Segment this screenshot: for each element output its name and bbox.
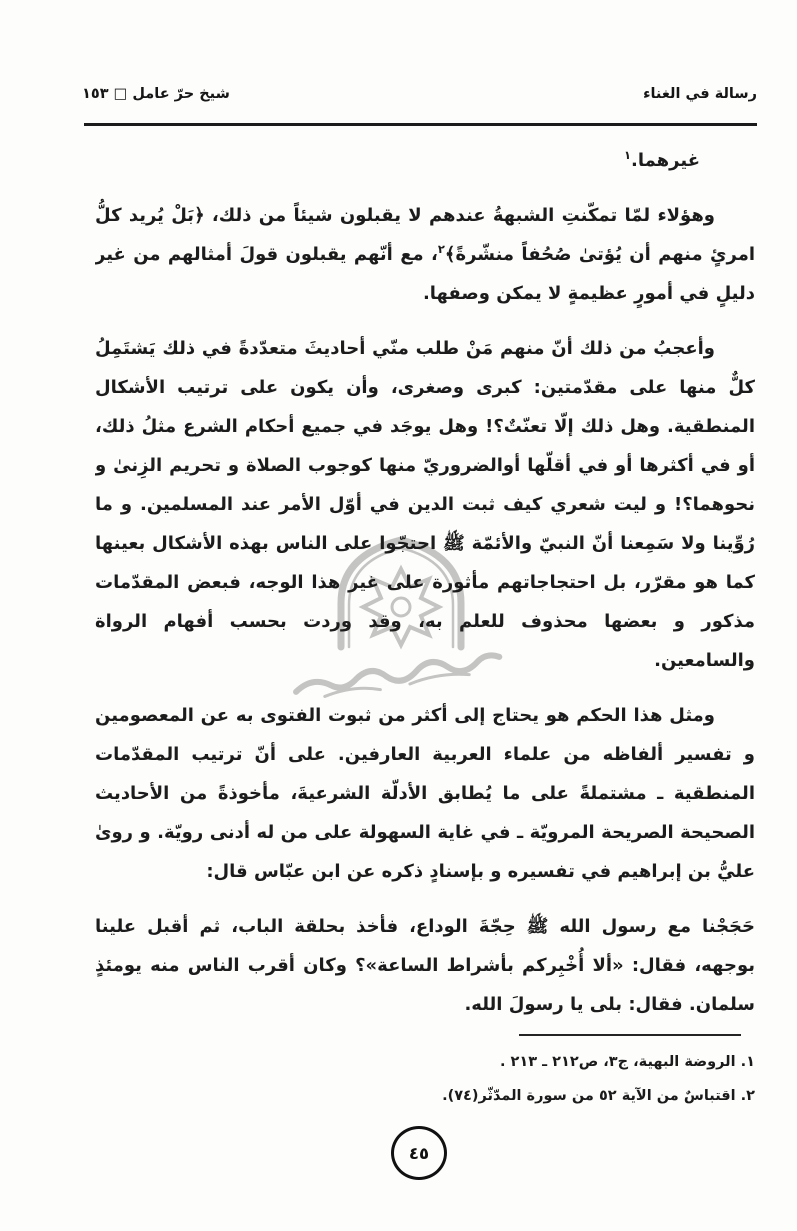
footnotes-area [95, 1034, 755, 1113]
paragraph-text: وهؤلاء لمّا تمكّنتِ الشبهةُ عندهم لا يقبلون شيئاً من ذلك، ﴿بَلْ يُريد كلُّ امرئٍ منهم أن يُؤتىٰ صُحُفاً منشّرةً﴾ [95, 205, 755, 265]
paragraph-hukm: ومثل هذا الحكم هو يحتاج إلى أكثر من ثبوت الفتوى به عن المعصومين و تفسير ألفاظه من علماء العربية العارفين. على أنّ ترتيب المقدّمات المنطقية ـ مشتملةً على ما يُطابق الأدلّة الشرعيةَ، مأخوذةً من الأحاديث الصحيحة الصريحة المرويّة ـ في غاية السهولة على من له أدنى رويّة. و روىٰ عليُّ بن إبراهيم في تفسيره و بإسنادٍ ذكره عن ابن عبّاس قال: [95, 705, 755, 882]
footnote-separator-rule [519, 1034, 741, 1036]
book-title-header: رسالة في الغناء [643, 86, 757, 102]
footnote-item: ١. الروضة البهية، ج٣، ص٢١٢ ـ ٢١٣ . [499, 1054, 755, 1070]
body-text [95, 141, 755, 1029]
page-number-value: ٤٥ [408, 1143, 430, 1163]
running-head [82, 86, 757, 102]
footnote-marker-2: ٢ [437, 242, 445, 256]
hadith-quote-block: حَجَجْنا مع رسول الله ﷺ حِجّةَ الوداع، فأخذ بحلقة الباب، ثم أقبل علينا بوجهه، فقال: «ألا أُخْبِركم بأشراط الساعة»؟ وكان أقرب الناس منه يومئذٍ سلمان. فقال: بلى يا رسولَ الله. [95, 916, 755, 1015]
header-divider-rule [84, 123, 757, 126]
continuation-text: غيرهما. [631, 150, 700, 171]
footnote-marker-1: ١ [623, 148, 631, 162]
footnote-item: ٢. اقتباسٌ من الآية ٥٢ من سورة المدّثّر(٧٤). [442, 1088, 755, 1104]
paragraph-text: ، مع أنّهم يقبلون قولَ أمثالهم من غير دليلٍ في أمورٍ عظيمةٍ لا يمكن وصفها. [95, 244, 755, 304]
continuation-line [95, 141, 755, 180]
page-number-badge [391, 1126, 447, 1180]
paragraph-shubha [95, 196, 755, 313]
paragraph-ajab: وأعجبُ من ذلك أنّ منهم مَنْ طلب منّي أحاديثَ متعدّدةً في ذلك يَشتَمِلُ كلٌّ منها على مقدّمتين: كبرى وصغرى، وأن يكون على ترتيب الأشكال المنطقية. وهل ذلك إلّا تعنّتٌ؟! وهل يوجَد في جميع أحكام الشرع مثلُ ذلك، أو في أكثرها أو في أقلّها أوالضروريّ منها كوجوب الصلاة و تحريم الزِنىٰ و نحوهما؟! و ليت شعري كيف ثبت الدين في أوّل الأمر عند المسلمين. و ما رُوِّينا ولا سَمِعنا أنّ النبيّ والأئمّة ﷺ احتجّوا على الناس بهذه الأشكال بعينها كما هو مقرّر، بل احتجاجاتهم مأثورة على غير هذا الوجه، فبعض المقدّمات مذكور و بعضها محذوف للعلم به، وقد وردت بحسب أفهام الرواة والسامعين. [95, 338, 755, 671]
author-page-header: شيخ حرّ عامل □ ١٥٣ [82, 86, 230, 102]
